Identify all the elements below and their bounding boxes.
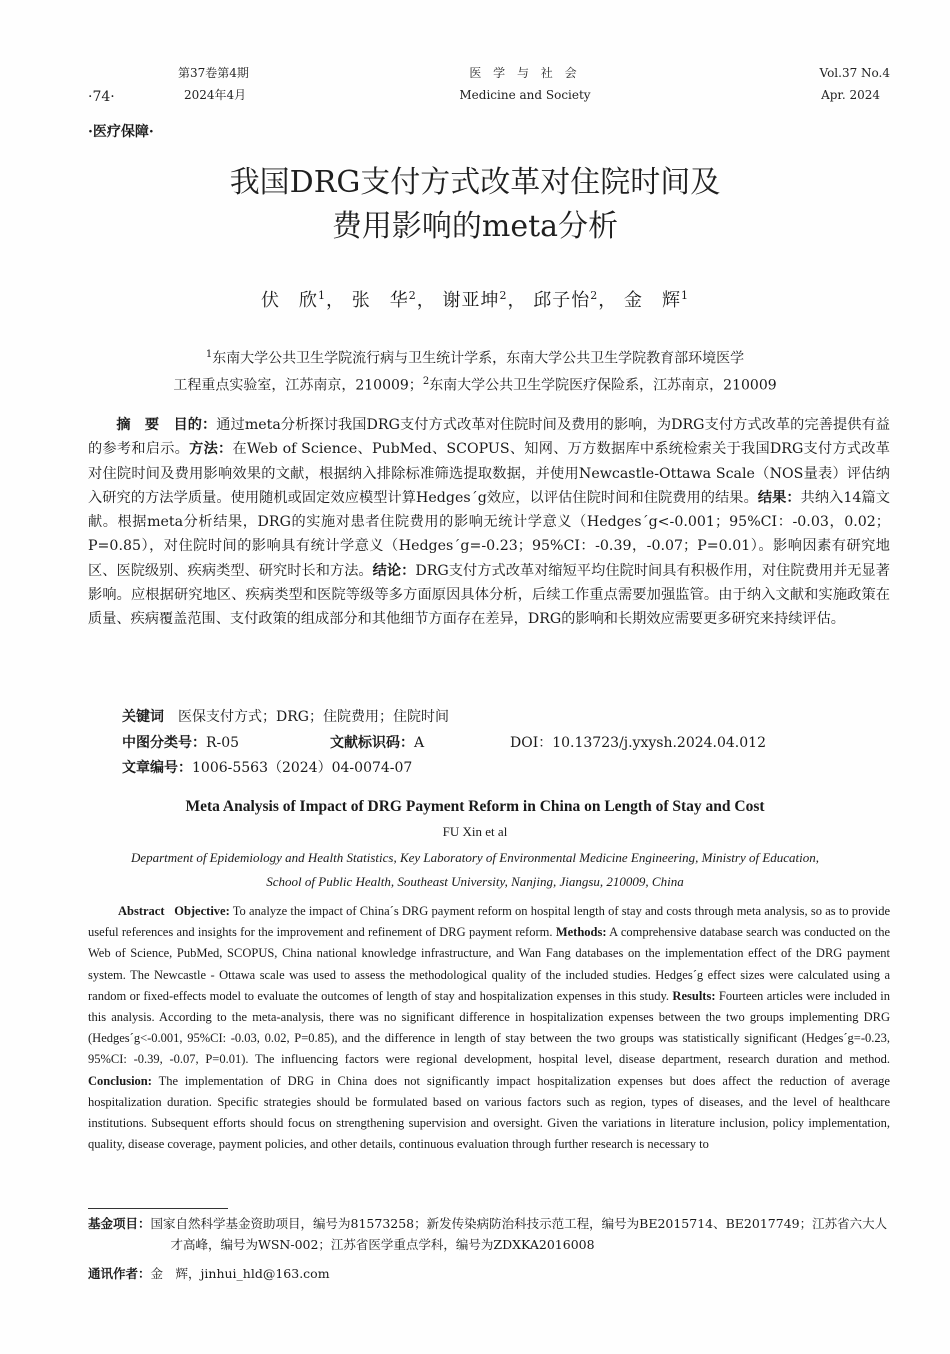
objective-text: 通过meta分析探讨我国DRG支付方式改革对住院时间及费用的影响，为DRG支付方式改革的完善提供有益的参考和启示。 <box>88 417 890 458</box>
affiliation-text: 东南大学公共卫生学院医疗保险系，江苏南京，210009 <box>429 377 777 394</box>
author-sep: ， <box>416 290 436 311</box>
author-sup: 2 <box>499 289 508 302</box>
abstract-cn <box>88 413 890 632</box>
volume-cn: 第37卷第4期 <box>178 66 249 80</box>
en-results-label: Results: <box>672 988 716 1003</box>
affiliation-text: 东南大学公共卫生学院流行病与卫生统计学系，东南大学公共卫生学院教育部环境医学 <box>212 350 745 367</box>
footnote-divider <box>88 1208 228 1209</box>
clc-value: R-05 <box>206 735 240 751</box>
author-name: 谢亚坤 <box>442 290 500 311</box>
keywords-text: 医保支付方式；DRG；住院费用；住院时间 <box>178 709 449 725</box>
affiliation-line2 <box>60 369 890 399</box>
doc-value: A <box>414 735 425 751</box>
document-code <box>330 731 424 755</box>
doi: DOI：10.13723/j.yxysh.2024.04.012 <box>510 735 766 751</box>
date-en: Apr. 2024 <box>821 88 880 102</box>
author-name: 伏 欣 <box>261 290 319 311</box>
author-sep: ， <box>326 290 346 311</box>
article-title-line2: 费用影响的meta分析 <box>331 209 619 244</box>
english-affiliation <box>70 846 880 894</box>
article-title-line1: 我国DRG支付方式改革对住院时间及 <box>229 165 721 200</box>
corr-text: 金 辉，jinhui_hld@163.com <box>150 1266 330 1281</box>
en-conclusion-text: The implementation of DRG in China does not significantly impact hospitalization expenses but does affect the reduction of average hospitalization duration. Specific strategies should be formulated based on various factors such as region, types of diseases, and the level of healthcare institutions. Subsequent efforts should focus on strengthening supervision and oversight. Given the variations in literature inclusion, policy implementation, quality, disease coverage, payment policies, and other details, continuous evaluation through further research is necessary to <box>88 1073 890 1152</box>
methods-text: 在Web of Science、PubMed、SCOPUS、知网、万方数据库中系统检索关于我国DRG支付方式改革对住院时间及费用影响效果的文献，根据纳入排除标准筛选提取数据，并使用Newcastle-Ottawa Scale（NOS量表）评估纳入研究的方法学质量。使用随机或固定效应模型计算Hedges´g效应，以评估住院时间和住院费用的结果。 <box>88 441 890 506</box>
affiliation-text: 工程重点实验室，江苏南京，210009； <box>173 377 423 394</box>
english-affiliation-line2: School of Public Health, Southeast University, Nanjing, Jiangsu, 210009, China <box>266 874 684 889</box>
author-name: 邱子怡 <box>533 290 591 311</box>
en-results-text: Fourteen articles were included in this analysis. According to the meta-analysis, there was no significant difference in hospitalization expenses between the two groups implementing DRG (Hedges´g<-0.001, 95%CI: -0.03, 0.02, P=0.85), and the difference in length of stay between the two groups was statistically significant (Hedges´g=-0.23, 95%CI: -0.39, -0.07, P=0.01). The influencing factors were regional development, hospital level, disease department, research duration and method. <box>88 988 890 1067</box>
corr-label: 通讯作者： <box>88 1266 151 1281</box>
keywords-label: 关键词 <box>122 709 164 725</box>
en-abstract-label: Abstract <box>118 904 165 918</box>
en-objective-text: To analyze the impact of China´s DRG payment reform on hospital length of stay and costs through meta analysis, so as to provide useful references and insights for the improvement and refinement of DRG payment reform. <box>88 904 890 940</box>
volume-en: Vol.37 No.4 <box>819 66 890 80</box>
clc-label: 中图分类号： <box>122 735 206 751</box>
author-sup: 2 <box>408 289 417 302</box>
journal-name-en: Medicine and Society <box>459 88 591 102</box>
author-sup: 1 <box>680 289 689 302</box>
abstract-label: 摘 要 <box>116 417 160 433</box>
english-title: Meta Analysis of Impact of DRG Payment Reform in China on Length of Stay and Cost <box>185 798 765 815</box>
affiliation-sup: 2 <box>422 376 430 387</box>
journal-name-cn: 医 学 与 社 会 <box>469 66 581 80</box>
author-list <box>0 286 950 312</box>
keywords <box>122 705 449 729</box>
article-label: 文章编号： <box>122 760 192 776</box>
page-number: ·74· <box>88 89 115 105</box>
en-methods-label: Methods: <box>555 925 607 940</box>
affiliation-sup: 1 <box>205 349 213 360</box>
author-sep: ， <box>598 290 618 311</box>
english-affiliation-line1: Department of Epidemiology and Health Statistics, Key Laboratory of Environmental Medicine Engineering, Ministry of Education, <box>130 850 820 865</box>
en-objective-label: Objective: <box>174 904 230 918</box>
results-label: 结果： <box>757 489 801 506</box>
fund-label: 基金项目： <box>88 1216 151 1231</box>
article-value: 1006-5563（2024）04-0074-07 <box>192 760 413 776</box>
clc <box>122 731 239 755</box>
corresponding-author <box>88 1264 330 1284</box>
abstract-en <box>88 901 890 1155</box>
author-name: 张 华 <box>351 290 409 311</box>
conclusion-label: 结论： <box>372 562 416 579</box>
fund-text: 国家自然科学基金资助项目，编号为81573258；新发传染病防治科技示范工程，编号为BE2015714、BE2017749；江苏省六大人才高峰，编号为WSN-002；江苏省医学重点学科，编号为ZDXKA2016008 <box>150 1216 888 1252</box>
results-text: 共纳入14篇文献。根据meta分析结果，DRG的实施对患者住院费用的影响无统计学意义（Hedges´g<-0.001；95%CI：-0.03，0.02；P=0.85），对住院时间的影响具有统计学意义（Hedges´g=-0.23；95%CI：-0.39，-0.07；P=0.01）。影响因素有研究地区、医院级别、疾病类型、研究时长和方法。 <box>88 489 890 579</box>
affiliation-line1 <box>60 342 890 372</box>
en-methods-text: A comprehensive database search was conducted on the Web of Science, PubMed, SCOPUS, China national knowledge infrastructure, and Wan Fang databases on the implementation effect of the DRG payment system. The Newcastle - Ottawa scale was used to assess the methodological quality of the included studies. Hedges´g effect sizes were calculated using a random or fixed-effects model to evaluate the outcomes of length of stay and hospitalization expenses in this study. <box>88 925 891 1003</box>
date-cn: 2024年4月 <box>184 88 247 102</box>
article-number <box>122 756 412 780</box>
author-name: 金 辉 <box>623 290 681 311</box>
author-sup: 2 <box>590 289 599 302</box>
methods-label: 方法： <box>189 441 233 458</box>
conclusion-text: DRG支付方式改革对缩短平均住院时间具有积极作用，对住院费用并无显著影响。应根据研究地区、疾病类型和医院等级等多方面原因具体分析，后续工作重点需要加强监管。由于纳入文献和实施政策在质量、疾病覆盖范围、支付政策的组成部分和其他细节方面存在差异，DRG的影响和长期效应需要更多研究来持续评估。 <box>88 562 890 628</box>
objective-label: 目的： <box>173 417 217 433</box>
column-tag: ·医疗保障· <box>88 124 154 140</box>
doc-label: 文献标识码： <box>330 735 414 751</box>
fund-note <box>88 1213 890 1255</box>
english-author: FU Xin et al <box>442 824 508 839</box>
en-conclusion-label: Conclusion: <box>88 1073 152 1088</box>
author-sep: ， <box>507 290 527 311</box>
author-sup: 1 <box>318 289 327 302</box>
